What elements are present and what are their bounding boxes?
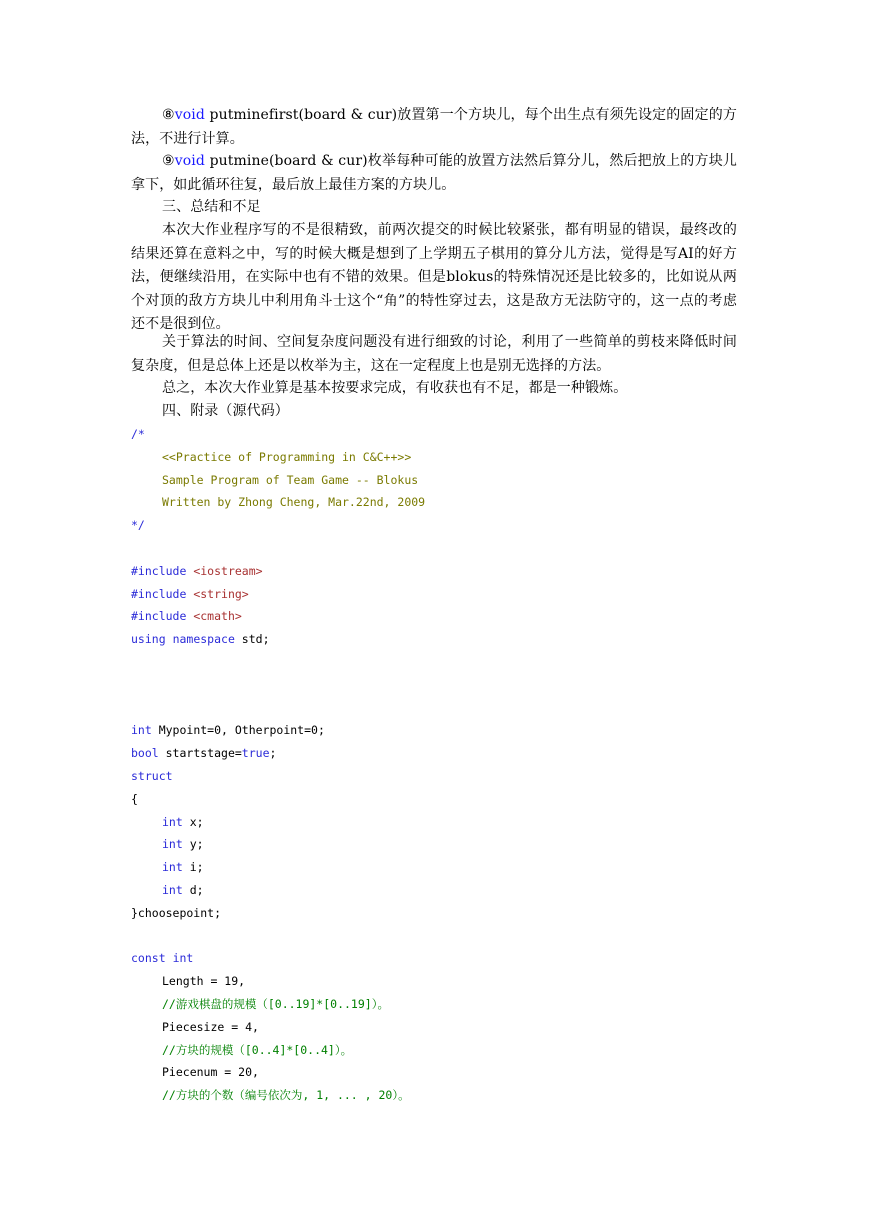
struct-close: }choosepoint; — [131, 905, 222, 920]
comment-open: /* — [131, 427, 145, 441]
field-x: x; — [182, 814, 204, 829]
include-directive: #include — [131, 586, 187, 601]
void-keyword: void — [174, 107, 205, 123]
int-keyword: int — [162, 882, 183, 897]
source-code-block — [131, 423, 425, 1107]
paragraph-summary-3: 总之，本次大作业算是基本按要求完成，有收获也有不足，都是一种锻炼。 — [162, 380, 628, 396]
circled-number-9: ⑨ — [162, 153, 175, 169]
int-keyword: int — [172, 951, 194, 966]
include-cmath: <cmath> — [193, 609, 242, 624]
paragraph-summary-2: 关于算法的时间、空间复杂度问题没有进行细致的讨论，利用了一些简单的剪枝来降低时间复杂度，但是总体上还是以枚举为主，这在一定程度上也是别无选择的方法。 — [131, 334, 737, 374]
putmine-text: putmine(board & cur)枚举每种可能的放置方法然后算分儿，然后把放上的方块儿拿下，如此循环往复，最后放上最佳方案的方块儿。 — [131, 153, 737, 193]
semicolon: ; — [269, 746, 277, 761]
true-keyword: true — [241, 746, 270, 761]
length-constant: Length = 19, — [162, 974, 246, 989]
int-keyword: int — [131, 723, 152, 738]
putminefirst-text: putminefirst(board & cur)放置第一个方块儿，每个出生点有须先设定的固定的方法，不进行计算。 — [131, 107, 738, 147]
piecenum-comment: //方块的个数（编号依次为, 1, ... , 20）。 — [162, 1088, 410, 1103]
length-comment: //游戏棋盘的规模（[0..19]*[0..19]）。 — [162, 996, 389, 1011]
const-keyword: const — [131, 951, 166, 966]
comment-line-3: Written by Zhong Cheng, Mar.22nd, 2009 — [162, 495, 426, 510]
points-declaration: Mypoint=0, Otherpoint=0; — [151, 723, 325, 738]
int-keyword: int — [162, 860, 183, 875]
include-string: <string> — [193, 586, 249, 601]
circled-number-8: ⑧ — [162, 107, 175, 123]
comment-line-1: <<Practice of Programming in C&C++>> — [162, 449, 412, 464]
field-i: i; — [182, 860, 204, 875]
bool-keyword: bool — [131, 746, 159, 761]
paragraph-putmine — [131, 150, 737, 197]
piecesize-constant: Piecesize = 4, — [162, 1019, 259, 1034]
struct-brace-open: { — [131, 791, 138, 806]
include-directive: #include — [131, 609, 187, 624]
section-heading-appendix: 四、附录（源代码） — [162, 403, 289, 419]
field-d: d; — [182, 882, 204, 897]
section-heading-summary: 三、总结和不足 — [162, 199, 261, 215]
int-keyword: int — [162, 837, 183, 852]
startstage-declaration: startstage= — [158, 746, 242, 761]
using-rest: std; — [234, 632, 270, 647]
include-iostream: <iostream> — [193, 563, 263, 578]
comment-close: */ — [131, 518, 145, 533]
void-keyword: void — [174, 153, 205, 169]
namespace-keyword: namespace — [172, 632, 235, 647]
field-y: y; — [182, 837, 204, 852]
paragraph-putminefirst — [131, 104, 737, 151]
comment-line-2: Sample Program of Team Game -- Blokus — [162, 472, 419, 487]
include-directive: #include — [131, 563, 187, 578]
struct-keyword: struct — [131, 768, 173, 783]
piecesize-comment: //方块的规模（[0..4]*[0..4]）。 — [162, 1042, 353, 1057]
using-keyword: using — [131, 632, 166, 647]
int-keyword: int — [162, 814, 183, 829]
piecenum-constant: Piecenum = 20, — [162, 1065, 259, 1080]
paragraph-summary-1: 本次大作业程序写的不是很精致，前两次提交的时候比较紧张，都有明显的错误，最终改的结果还算在意料之中，写的时候大概是想到了上学期五子棋用的算分儿方法，觉得是写AI的好方法，便继续沿用，在实际中也有不错的效果。但是blokus的特殊情况还是比较多的，比如说从两个对顶的敌方方块儿中利用角斗士这个“角”的特性穿过去，这是敌方无法防守的，这一点的考虑还不是很到位。 — [131, 222, 737, 332]
